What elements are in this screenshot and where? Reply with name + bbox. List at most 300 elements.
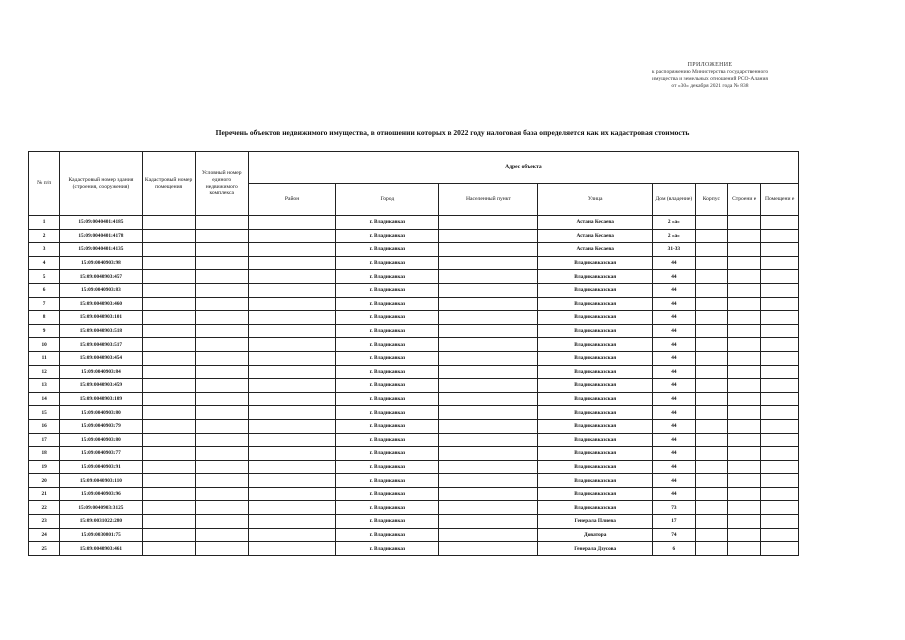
stroenie-cell [728, 338, 761, 352]
house-cell: 2 «а» [653, 229, 696, 243]
table-row [29, 447, 799, 461]
cadastral-number: 15:09:0040903:109 [60, 392, 142, 406]
conditional-number-cell [195, 419, 248, 433]
district-cell [248, 351, 336, 365]
pomeshchenie-cell [761, 487, 799, 501]
street-cell: Владикавказская [538, 460, 653, 474]
cadastral-number: 15:09:0040903:517 [60, 338, 142, 352]
conditional-number-cell [195, 216, 248, 230]
appendix-line-3: от «30» декабря 2021 года № 838 [671, 83, 749, 89]
table-row [29, 542, 799, 556]
cadastral-number: 15:09:0040401:4178 [60, 229, 142, 243]
district-cell [248, 460, 336, 474]
street-cell: Владикавказская [538, 270, 653, 284]
house-cell: 44 [653, 324, 696, 338]
pomeshchenie-cell [761, 542, 799, 556]
settlement-cell [439, 487, 538, 501]
cadastral-number: 15:09:0040903:101 [60, 311, 142, 325]
pomeshchenie-cell [761, 419, 799, 433]
conditional-number-cell [195, 487, 248, 501]
korpus-cell [695, 243, 727, 257]
header-conditional-number: Условный номер единого недвижимого комплекса [195, 152, 248, 216]
house-cell: 73 [653, 501, 696, 515]
street-cell: Владикавказская [538, 283, 653, 297]
conditional-number-cell [195, 433, 248, 447]
row-number: 15 [29, 406, 60, 420]
conditional-number-cell [195, 270, 248, 284]
pomeshchenie-cell [761, 365, 799, 379]
row-number: 16 [29, 419, 60, 433]
house-cell: 74 [653, 528, 696, 542]
header-house: Дом (владение) [653, 184, 696, 216]
city-cell: г. Владикавказ [336, 515, 439, 529]
street-cell: Владикавказская [538, 501, 653, 515]
district-cell [248, 528, 336, 542]
row-number: 1 [29, 216, 60, 230]
district-cell [248, 297, 336, 311]
district-cell [248, 447, 336, 461]
street-cell: Владикавказская [538, 406, 653, 420]
cadastral-number: 15:09:0040903:454 [60, 351, 142, 365]
city-cell: г. Владикавказ [336, 419, 439, 433]
cadastral-room-cell [142, 487, 195, 501]
city-cell: г. Владикавказ [336, 392, 439, 406]
stroenie-cell [728, 433, 761, 447]
row-number: 12 [29, 365, 60, 379]
city-cell: г. Владикавказ [336, 406, 439, 420]
house-cell: 44 [653, 311, 696, 325]
header-city: Город [336, 184, 439, 216]
appendix-line-2: имущества и земельных отношений РСО-Алания [652, 76, 768, 82]
table-row [29, 433, 799, 447]
cadastral-room-cell [142, 447, 195, 461]
cadastral-number: 15:09:0040903:84 [60, 365, 142, 379]
row-number: 6 [29, 283, 60, 297]
settlement-cell [439, 460, 538, 474]
conditional-number-cell [195, 528, 248, 542]
korpus-cell [695, 501, 727, 515]
row-number: 20 [29, 474, 60, 488]
header-pomeshchenie: Помещени е [761, 184, 799, 216]
stroenie-cell [728, 528, 761, 542]
stroenie-cell [728, 270, 761, 284]
table-header-row-top [29, 152, 799, 184]
stroenie-cell [728, 487, 761, 501]
district-cell [248, 379, 336, 393]
pomeshchenie-cell [761, 528, 799, 542]
row-number: 13 [29, 379, 60, 393]
cadastral-number: 15:09:0040903:80 [60, 406, 142, 420]
header-address: Адрес объекта [248, 152, 798, 184]
city-cell: г. Владикавказ [336, 501, 439, 515]
pomeshchenie-cell [761, 433, 799, 447]
row-number: 22 [29, 501, 60, 515]
house-cell: 44 [653, 460, 696, 474]
korpus-cell [695, 256, 727, 270]
pomeshchenie-cell [761, 460, 799, 474]
cadastral-number: 15:09:0040903:459 [60, 379, 142, 393]
appendix-block [560, 62, 860, 90]
city-cell: г. Владикавказ [336, 542, 439, 556]
district-cell [248, 270, 336, 284]
house-cell: 44 [653, 365, 696, 379]
district-cell [248, 419, 336, 433]
stroenie-cell [728, 419, 761, 433]
pomeshchenie-cell [761, 216, 799, 230]
district-cell [248, 216, 336, 230]
city-cell: г. Владикавказ [336, 243, 439, 257]
korpus-cell [695, 447, 727, 461]
settlement-cell [439, 542, 538, 556]
row-number: 9 [29, 324, 60, 338]
conditional-number-cell [195, 243, 248, 257]
district-cell [248, 392, 336, 406]
street-cell: Владикавказская [538, 392, 653, 406]
street-cell: Владикавказская [538, 487, 653, 501]
stroenie-cell [728, 515, 761, 529]
cadastral-room-cell [142, 256, 195, 270]
conditional-number-cell [195, 379, 248, 393]
conditional-number-cell [195, 392, 248, 406]
city-cell: г. Владикавказ [336, 379, 439, 393]
korpus-cell [695, 392, 727, 406]
street-cell: Владикавказская [538, 311, 653, 325]
conditional-number-cell [195, 311, 248, 325]
pomeshchenie-cell [761, 474, 799, 488]
conditional-number-cell [195, 542, 248, 556]
street-cell: Астана Кесаева [538, 243, 653, 257]
korpus-cell [695, 419, 727, 433]
stroenie-cell [728, 297, 761, 311]
row-number: 7 [29, 297, 60, 311]
settlement-cell [439, 216, 538, 230]
stroenie-cell [728, 365, 761, 379]
pomeshchenie-cell [761, 515, 799, 529]
cadastral-room-cell [142, 338, 195, 352]
city-cell: г. Владикавказ [336, 460, 439, 474]
table-row [29, 474, 799, 488]
cadastral-room-cell [142, 406, 195, 420]
house-cell: 44 [653, 338, 696, 352]
header-korpus: Корпус [695, 184, 727, 216]
stroenie-cell [728, 256, 761, 270]
stroenie-cell [728, 229, 761, 243]
table-row [29, 229, 799, 243]
cadastral-room-cell [142, 270, 195, 284]
cadastral-room-cell [142, 433, 195, 447]
cadastral-number: 15:09:0040401:4135 [60, 243, 142, 257]
korpus-cell [695, 283, 727, 297]
cadastral-room-cell [142, 419, 195, 433]
table-row [29, 392, 799, 406]
cadastral-room-cell [142, 311, 195, 325]
stroenie-cell [728, 283, 761, 297]
cadastral-room-cell [142, 229, 195, 243]
stroenie-cell [728, 311, 761, 325]
street-cell: Генерала Дзусова [538, 542, 653, 556]
street-cell: Владикавказская [538, 338, 653, 352]
district-cell [248, 311, 336, 325]
cadastral-number: 15:09:0040903:457 [60, 270, 142, 284]
conditional-number-cell [195, 474, 248, 488]
pomeshchenie-cell [761, 283, 799, 297]
row-number: 11 [29, 351, 60, 365]
appendix-line-1: к распоряжению Министерства государственного [651, 69, 769, 75]
house-cell: 6 [653, 542, 696, 556]
city-cell: г. Владикавказ [336, 474, 439, 488]
cadastral-number: 15:09:0040401:4185 [60, 216, 142, 230]
city-cell: г. Владикавказ [336, 297, 439, 311]
city-cell: г. Владикавказ [336, 365, 439, 379]
header-district: Район [248, 184, 336, 216]
cadastral-number: 15:09:0040903:80 [60, 433, 142, 447]
korpus-cell [695, 270, 727, 284]
cadastral-number: 15:09:0040903:3125 [60, 501, 142, 515]
settlement-cell [439, 324, 538, 338]
conditional-number-cell [195, 229, 248, 243]
conditional-number-cell [195, 283, 248, 297]
house-cell: 44 [653, 392, 696, 406]
table-row [29, 351, 799, 365]
cadastral-room-cell [142, 243, 195, 257]
row-number: 24 [29, 528, 60, 542]
conditional-number-cell [195, 256, 248, 270]
pomeshchenie-cell [761, 270, 799, 284]
korpus-cell [695, 515, 727, 529]
property-table [28, 151, 799, 556]
table-row [29, 283, 799, 297]
row-number: 10 [29, 338, 60, 352]
pomeshchenie-cell [761, 229, 799, 243]
conditional-number-cell [195, 297, 248, 311]
city-cell: г. Владикавказ [336, 447, 439, 461]
street-cell: Владикавказская [538, 474, 653, 488]
appendix-heading: ПРИЛОЖЕНИЕ [687, 62, 733, 68]
header-settlement: Населенный пункт [439, 184, 538, 216]
row-number: 2 [29, 229, 60, 243]
street-cell: Владикавказская [538, 365, 653, 379]
conditional-number-cell [195, 515, 248, 529]
conditional-number-cell [195, 365, 248, 379]
document-title: Перечень объектов недвижимого имущества, в отношении которых в 2022 году налоговая база определяется как их кадастровая стоимость [215, 128, 690, 137]
row-number: 8 [29, 311, 60, 325]
settlement-cell [439, 270, 538, 284]
cadastral-room-cell [142, 515, 195, 529]
house-cell: 44 [653, 433, 696, 447]
table-row [29, 270, 799, 284]
house-cell: 44 [653, 351, 696, 365]
conditional-number-cell [195, 351, 248, 365]
conditional-number-cell [195, 501, 248, 515]
city-cell: г. Владикавказ [336, 324, 439, 338]
street-cell: Астана Кесаева [538, 216, 653, 230]
korpus-cell [695, 351, 727, 365]
district-cell [248, 515, 336, 529]
row-number: 4 [29, 256, 60, 270]
pomeshchenie-cell [761, 501, 799, 515]
cadastral-room-cell [142, 324, 195, 338]
row-number: 21 [29, 487, 60, 501]
pomeshchenie-cell [761, 379, 799, 393]
table-row [29, 528, 799, 542]
korpus-cell [695, 487, 727, 501]
cadastral-number: 15:09:0040903:96 [60, 487, 142, 501]
settlement-cell [439, 365, 538, 379]
street-cell: Владикавказская [538, 379, 653, 393]
house-cell: 44 [653, 297, 696, 311]
stroenie-cell [728, 379, 761, 393]
cadastral-room-cell [142, 501, 195, 515]
korpus-cell [695, 460, 727, 474]
pomeshchenie-cell [761, 392, 799, 406]
cadastral-number: 15:09:0040903:77 [60, 447, 142, 461]
cadastral-room-cell [142, 392, 195, 406]
street-cell: Генерала Плиева [538, 515, 653, 529]
pomeshchenie-cell [761, 256, 799, 270]
city-cell: г. Владикавказ [336, 229, 439, 243]
korpus-cell [695, 229, 727, 243]
settlement-cell [439, 528, 538, 542]
district-cell [248, 365, 336, 379]
korpus-cell [695, 365, 727, 379]
stroenie-cell [728, 351, 761, 365]
settlement-cell [439, 338, 538, 352]
cadastral-room-cell [142, 379, 195, 393]
korpus-cell [695, 474, 727, 488]
cadastral-number: 15:09:0031022:280 [60, 515, 142, 529]
stroenie-cell [728, 392, 761, 406]
table-row [29, 419, 799, 433]
korpus-cell [695, 528, 727, 542]
table-row [29, 460, 799, 474]
row-number: 14 [29, 392, 60, 406]
district-cell [248, 501, 336, 515]
korpus-cell [695, 406, 727, 420]
settlement-cell [439, 501, 538, 515]
settlement-cell [439, 406, 538, 420]
city-cell: г. Владикавказ [336, 528, 439, 542]
street-cell: Владикавказская [538, 256, 653, 270]
house-cell: 44 [653, 283, 696, 297]
house-cell: 31-33 [653, 243, 696, 257]
row-number: 25 [29, 542, 60, 556]
cadastral-room-cell [142, 528, 195, 542]
settlement-cell [439, 515, 538, 529]
korpus-cell [695, 324, 727, 338]
district-cell [248, 542, 336, 556]
korpus-cell [695, 297, 727, 311]
pomeshchenie-cell [761, 447, 799, 461]
pomeshchenie-cell [761, 338, 799, 352]
korpus-cell [695, 216, 727, 230]
stroenie-cell [728, 324, 761, 338]
table-row [29, 501, 799, 515]
header-street: Улица [538, 184, 653, 216]
house-cell: 44 [653, 256, 696, 270]
pomeshchenie-cell [761, 324, 799, 338]
district-cell [248, 338, 336, 352]
district-cell [248, 433, 336, 447]
header-cadastral-building: Кадастровый номер здания (строения, сооружения) [60, 152, 142, 216]
city-cell: г. Владикавказ [336, 256, 439, 270]
settlement-cell [439, 447, 538, 461]
house-cell: 2 «а» [653, 216, 696, 230]
city-cell: г. Владикавказ [336, 487, 439, 501]
city-cell: г. Владикавказ [336, 283, 439, 297]
table-row [29, 311, 799, 325]
conditional-number-cell [195, 460, 248, 474]
cadastral-room-cell [142, 460, 195, 474]
district-cell [248, 487, 336, 501]
conditional-number-cell [195, 447, 248, 461]
district-cell [248, 256, 336, 270]
cadastral-number: 15:09:0040903:98 [60, 256, 142, 270]
pomeshchenie-cell [761, 243, 799, 257]
house-cell: 17 [653, 515, 696, 529]
settlement-cell [439, 351, 538, 365]
stroenie-cell [728, 216, 761, 230]
pomeshchenie-cell [761, 297, 799, 311]
table-row [29, 379, 799, 393]
settlement-cell [439, 256, 538, 270]
stroenie-cell [728, 406, 761, 420]
cadastral-room-cell [142, 365, 195, 379]
city-cell: г. Владикавказ [336, 338, 439, 352]
street-cell: Владикавказская [538, 297, 653, 311]
city-cell: г. Владикавказ [336, 311, 439, 325]
table-row [29, 256, 799, 270]
cadastral-number: 15:09:0040903:518 [60, 324, 142, 338]
table-row [29, 216, 799, 230]
cadastral-number: 15:09:0040903:110 [60, 474, 142, 488]
table-row [29, 365, 799, 379]
cadastral-room-cell [142, 283, 195, 297]
stroenie-cell [728, 474, 761, 488]
cadastral-number: 15:09:0040903:461 [60, 542, 142, 556]
street-cell: Доватора [538, 528, 653, 542]
street-cell: Владикавказская [538, 419, 653, 433]
korpus-cell [695, 379, 727, 393]
house-cell: 44 [653, 447, 696, 461]
cadastral-room-cell [142, 297, 195, 311]
house-cell: 44 [653, 474, 696, 488]
settlement-cell [439, 474, 538, 488]
pomeshchenie-cell [761, 351, 799, 365]
cadastral-number: 15:09:0040903:91 [60, 460, 142, 474]
stroenie-cell [728, 501, 761, 515]
street-cell: Астана Кесаева [538, 229, 653, 243]
conditional-number-cell [195, 324, 248, 338]
table-row [29, 324, 799, 338]
header-num: № п/п [29, 152, 60, 216]
settlement-cell [439, 433, 538, 447]
korpus-cell [695, 338, 727, 352]
district-cell [248, 243, 336, 257]
street-cell: Владикавказская [538, 433, 653, 447]
house-cell: 44 [653, 487, 696, 501]
stroenie-cell [728, 447, 761, 461]
settlement-cell [439, 311, 538, 325]
cadastral-room-cell [142, 542, 195, 556]
settlement-cell [439, 283, 538, 297]
cadastral-room-cell [142, 474, 195, 488]
table-row [29, 487, 799, 501]
cadastral-number: 15:09:0040903:460 [60, 297, 142, 311]
settlement-cell [439, 379, 538, 393]
table-row [29, 243, 799, 257]
settlement-cell [439, 297, 538, 311]
street-cell: Владикавказская [538, 324, 653, 338]
